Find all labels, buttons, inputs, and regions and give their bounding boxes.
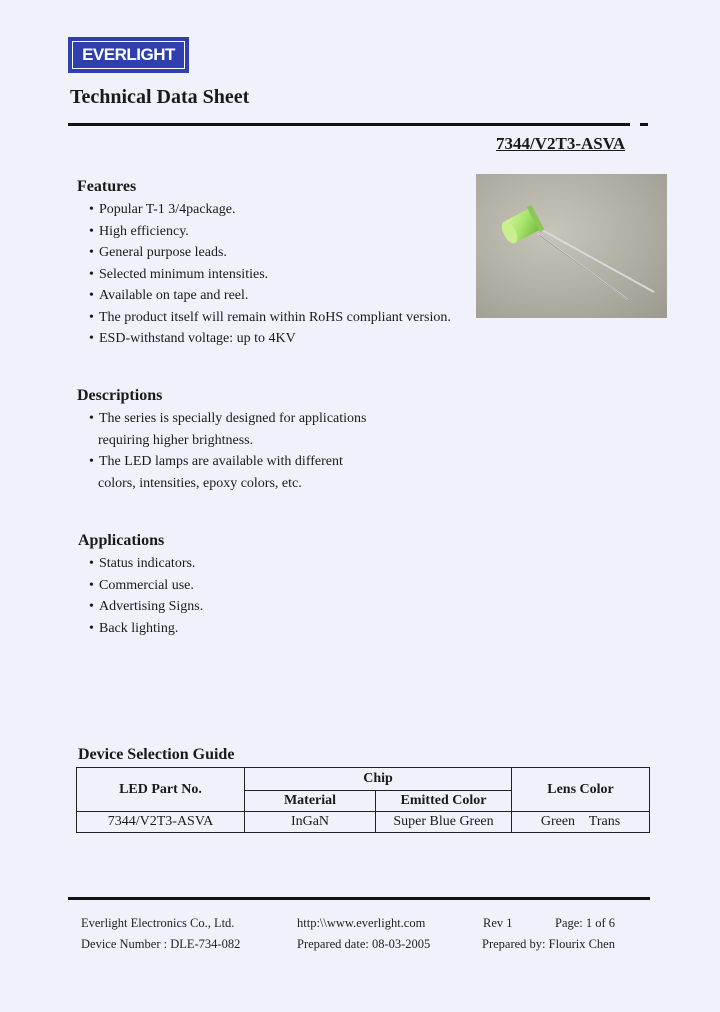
footer-company: Everlight Electronics Co., Ltd. <box>81 916 235 930</box>
applications-list <box>89 553 203 639</box>
list-item: • Popular T-1 3/4package. <box>89 202 236 217</box>
cell-part: 7344/V2T3-ASVA <box>77 812 245 833</box>
list-item-continuation: requiring higher brightness. <box>98 432 254 448</box>
list-item: • Status indicators. <box>89 556 196 571</box>
led-product-photo <box>476 174 667 318</box>
list-item: • Selected minimum intensities. <box>89 266 269 282</box>
footer-prepared-date: Prepared date: 08-03-2005 <box>297 937 431 951</box>
list-item: • High efficiency. <box>89 223 189 239</box>
selection-guide-heading: Device Selection Guide <box>78 746 235 763</box>
col-header-lens: Lens Color <box>512 768 650 812</box>
col-header-part: LED Part No. <box>77 768 245 812</box>
led-lamp-image <box>476 174 667 318</box>
footer-prepared-by: Prepared by: Flourix Chen <box>482 937 615 951</box>
features-heading: Features <box>77 178 137 195</box>
footer-device-number: Device Number : DLE-734-082 <box>81 937 241 951</box>
list-item: • General purpose leads. <box>89 245 227 260</box>
list-item: • Advertising Signs. <box>89 599 204 614</box>
header-rule-end <box>640 123 648 126</box>
table-row <box>77 812 650 833</box>
footer-rule <box>68 897 650 900</box>
list-item-continuation: colors, intensities, epoxy colors, etc. <box>98 475 302 491</box>
col-header-emitted: Emitted Color <box>376 791 512 812</box>
list-item: • The series is specially designed for applications <box>89 411 367 426</box>
applications-heading: Applications <box>78 532 165 549</box>
features-list <box>89 199 451 350</box>
logo-text: EVERLIGHT <box>72 41 185 69</box>
footer-url[interactable]: http:\\www.everlight.com <box>297 916 426 930</box>
list-item: • The LED lamps are available with different <box>89 454 343 469</box>
document-title: Technical Data Sheet <box>70 86 250 108</box>
list-item: • Available on tape and reel. <box>89 288 249 303</box>
list-item: • The product itself will remain within RoHS compliant version. <box>89 309 451 325</box>
col-header-material: Material <box>245 791 376 812</box>
cell-material: InGaN <box>245 812 376 833</box>
part-number-title: 7344/V2T3-ASVA <box>496 134 626 153</box>
footer-rev: Rev 1 <box>483 916 513 930</box>
list-item: • ESD-withstand voltage: up to 4KV <box>89 331 296 346</box>
list-item: • Commercial use. <box>89 577 194 593</box>
descriptions-heading: Descriptions <box>77 387 163 404</box>
everlight-logo <box>68 37 189 73</box>
selection-guide-table <box>76 767 650 833</box>
selection-guide-table-wrap <box>76 767 650 833</box>
footer-page: Page: 1 of 6 <box>555 916 616 930</box>
header-rule <box>68 123 630 126</box>
cell-emitted: Super Blue Green <box>376 812 512 833</box>
list-item: • Back lighting. <box>89 620 179 636</box>
descriptions-list <box>89 408 366 494</box>
col-header-chip: Chip <box>245 768 512 791</box>
cell-lens: Green Trans <box>512 812 650 833</box>
